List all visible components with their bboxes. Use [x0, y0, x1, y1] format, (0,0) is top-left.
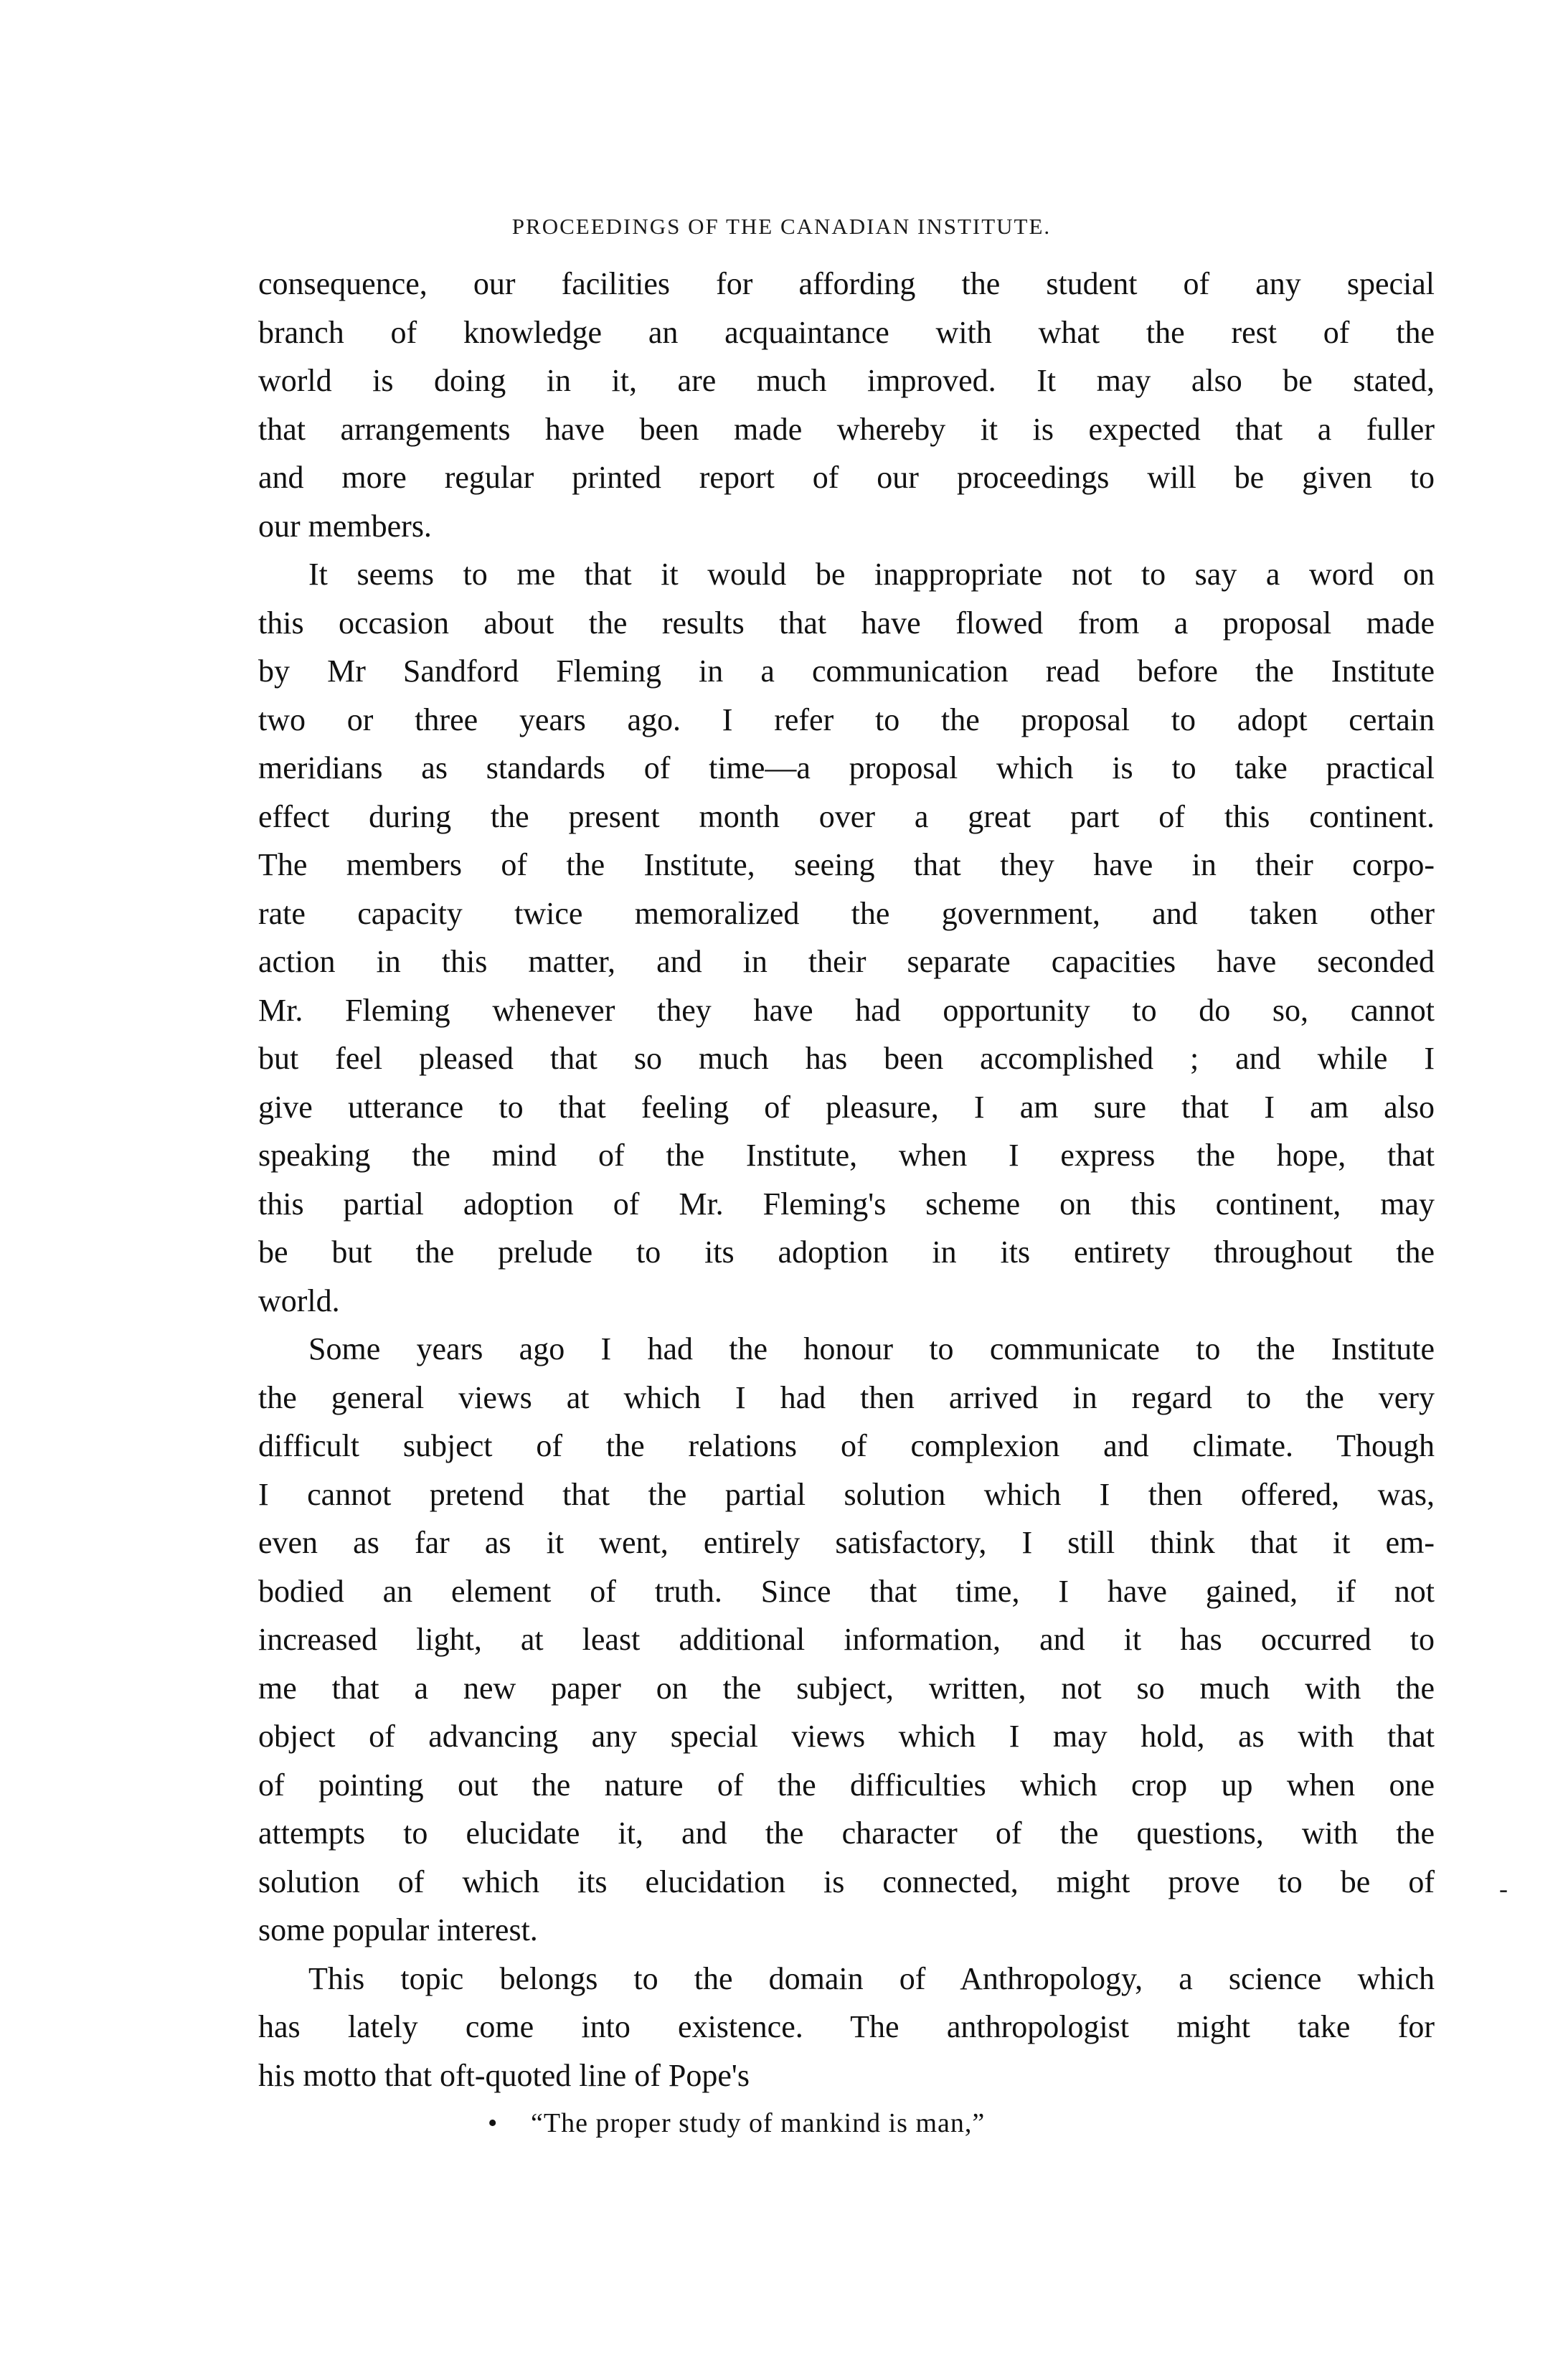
text-line: object of advancing any special views which I may hold, as with that: [258, 1719, 1435, 1754]
text-line: consequence, our facilities for affording the student of any special: [258, 266, 1435, 301]
text-line: increased light, at least additional information, and it has occurred to: [258, 1622, 1435, 1657]
text-line: this occasion about the results that have flowed from a proposal made: [258, 605, 1435, 641]
text-line: be but the prelude to its adoption in its entirety throughout the: [258, 1234, 1435, 1270]
text-line: give utterance to that feeling of pleasure, I am sure that I am also: [258, 1089, 1435, 1125]
text-line: world is doing in it, are much improved. It may also be stated,: [258, 363, 1435, 398]
text-line: Mr. Fleming whenever they have had opportunity to do so, cannot: [258, 992, 1435, 1028]
text-line: It seems to me that it would be inappropriate not to say a word on: [308, 557, 1435, 592]
text-line: Some years ago I had the honour to communicate to the Institute: [308, 1331, 1435, 1366]
text-line: but feel pleased that so much has been accomplished ; and while I: [258, 1041, 1435, 1076]
text-line: difficult subject of the relations of complexion and climate. Though: [258, 1428, 1435, 1463]
text-line: speaking the mind of the Institute, when I express the hope, that: [258, 1138, 1435, 1173]
text-line: has lately come into existence. The anthropologist might take for: [258, 2009, 1435, 2044]
text-line: action in this matter, and in their separate capacities have seconded: [258, 944, 1435, 979]
text-line: effect during the present month over a great part of this continent.: [258, 798, 1435, 834]
text-line: two or three years ago. I refer to the proposal to adopt certain: [258, 702, 1435, 737]
text-line: and more regular printed report of our proceedings will be given to: [258, 460, 1435, 495]
text-line: by Mr Sandford Fleming in a communication read before the Institute: [258, 653, 1435, 689]
quote-bullet-mark: •: [488, 2108, 499, 2138]
text-line: solution of which its elucidation is connected, might prove to be of: [258, 1864, 1435, 1899]
text-line: this partial adoption of Mr. Fleming's scheme on this continent, may: [258, 1186, 1435, 1222]
text-line: the general views at which I had then arrived in regard to the very: [258, 1379, 1435, 1415]
margin-mark: -: [1499, 1874, 1508, 1903]
text-line: bodied an element of truth. Since that time, I have gained, if not: [258, 1573, 1435, 1609]
quotation-text: “The proper study of mankind is man,”: [531, 2108, 986, 2138]
text-line: of pointing out the nature of the difficulties which crop up when one: [258, 1767, 1435, 1803]
text-line: world.: [258, 1283, 340, 1318]
text-line: that arrangements have been made whereby it is expected that a fuller: [258, 411, 1435, 447]
body-text: [258, 260, 1435, 2148]
quotation-line: [258, 2100, 1435, 2148]
text-line: our members.: [258, 508, 432, 544]
text-line: his motto that oft-quoted line of Pope's: [258, 2057, 750, 2093]
text-line: me that a new paper on the subject, written, not so much with the: [258, 1670, 1435, 1706]
text-line: The members of the Institute, seeing that they have in their corpo-: [258, 847, 1435, 882]
text-line: attempts to elucidate it, and the character of the questions, with the: [258, 1815, 1435, 1851]
text-line: This topic belongs to the domain of Anthropology, a science which: [308, 1960, 1435, 1996]
text-line: some popular interest.: [258, 1912, 538, 1947]
running-head: PROCEEDINGS OF THE CANADIAN INSTITUTE.: [511, 214, 1052, 239]
text-line: branch of knowledge an acquaintance with what the rest of the: [258, 314, 1435, 350]
text-line: even as far as it went, entirely satisfactory, I still think that it em-: [258, 1525, 1435, 1560]
text-line: rate capacity twice memoralized the government, and taken other: [258, 895, 1435, 931]
text-line: I cannot pretend that the partial solution which I then offered, was,: [258, 1476, 1435, 1512]
text-line: meridians as standards of time—a proposal which is to take practical: [258, 750, 1435, 785]
